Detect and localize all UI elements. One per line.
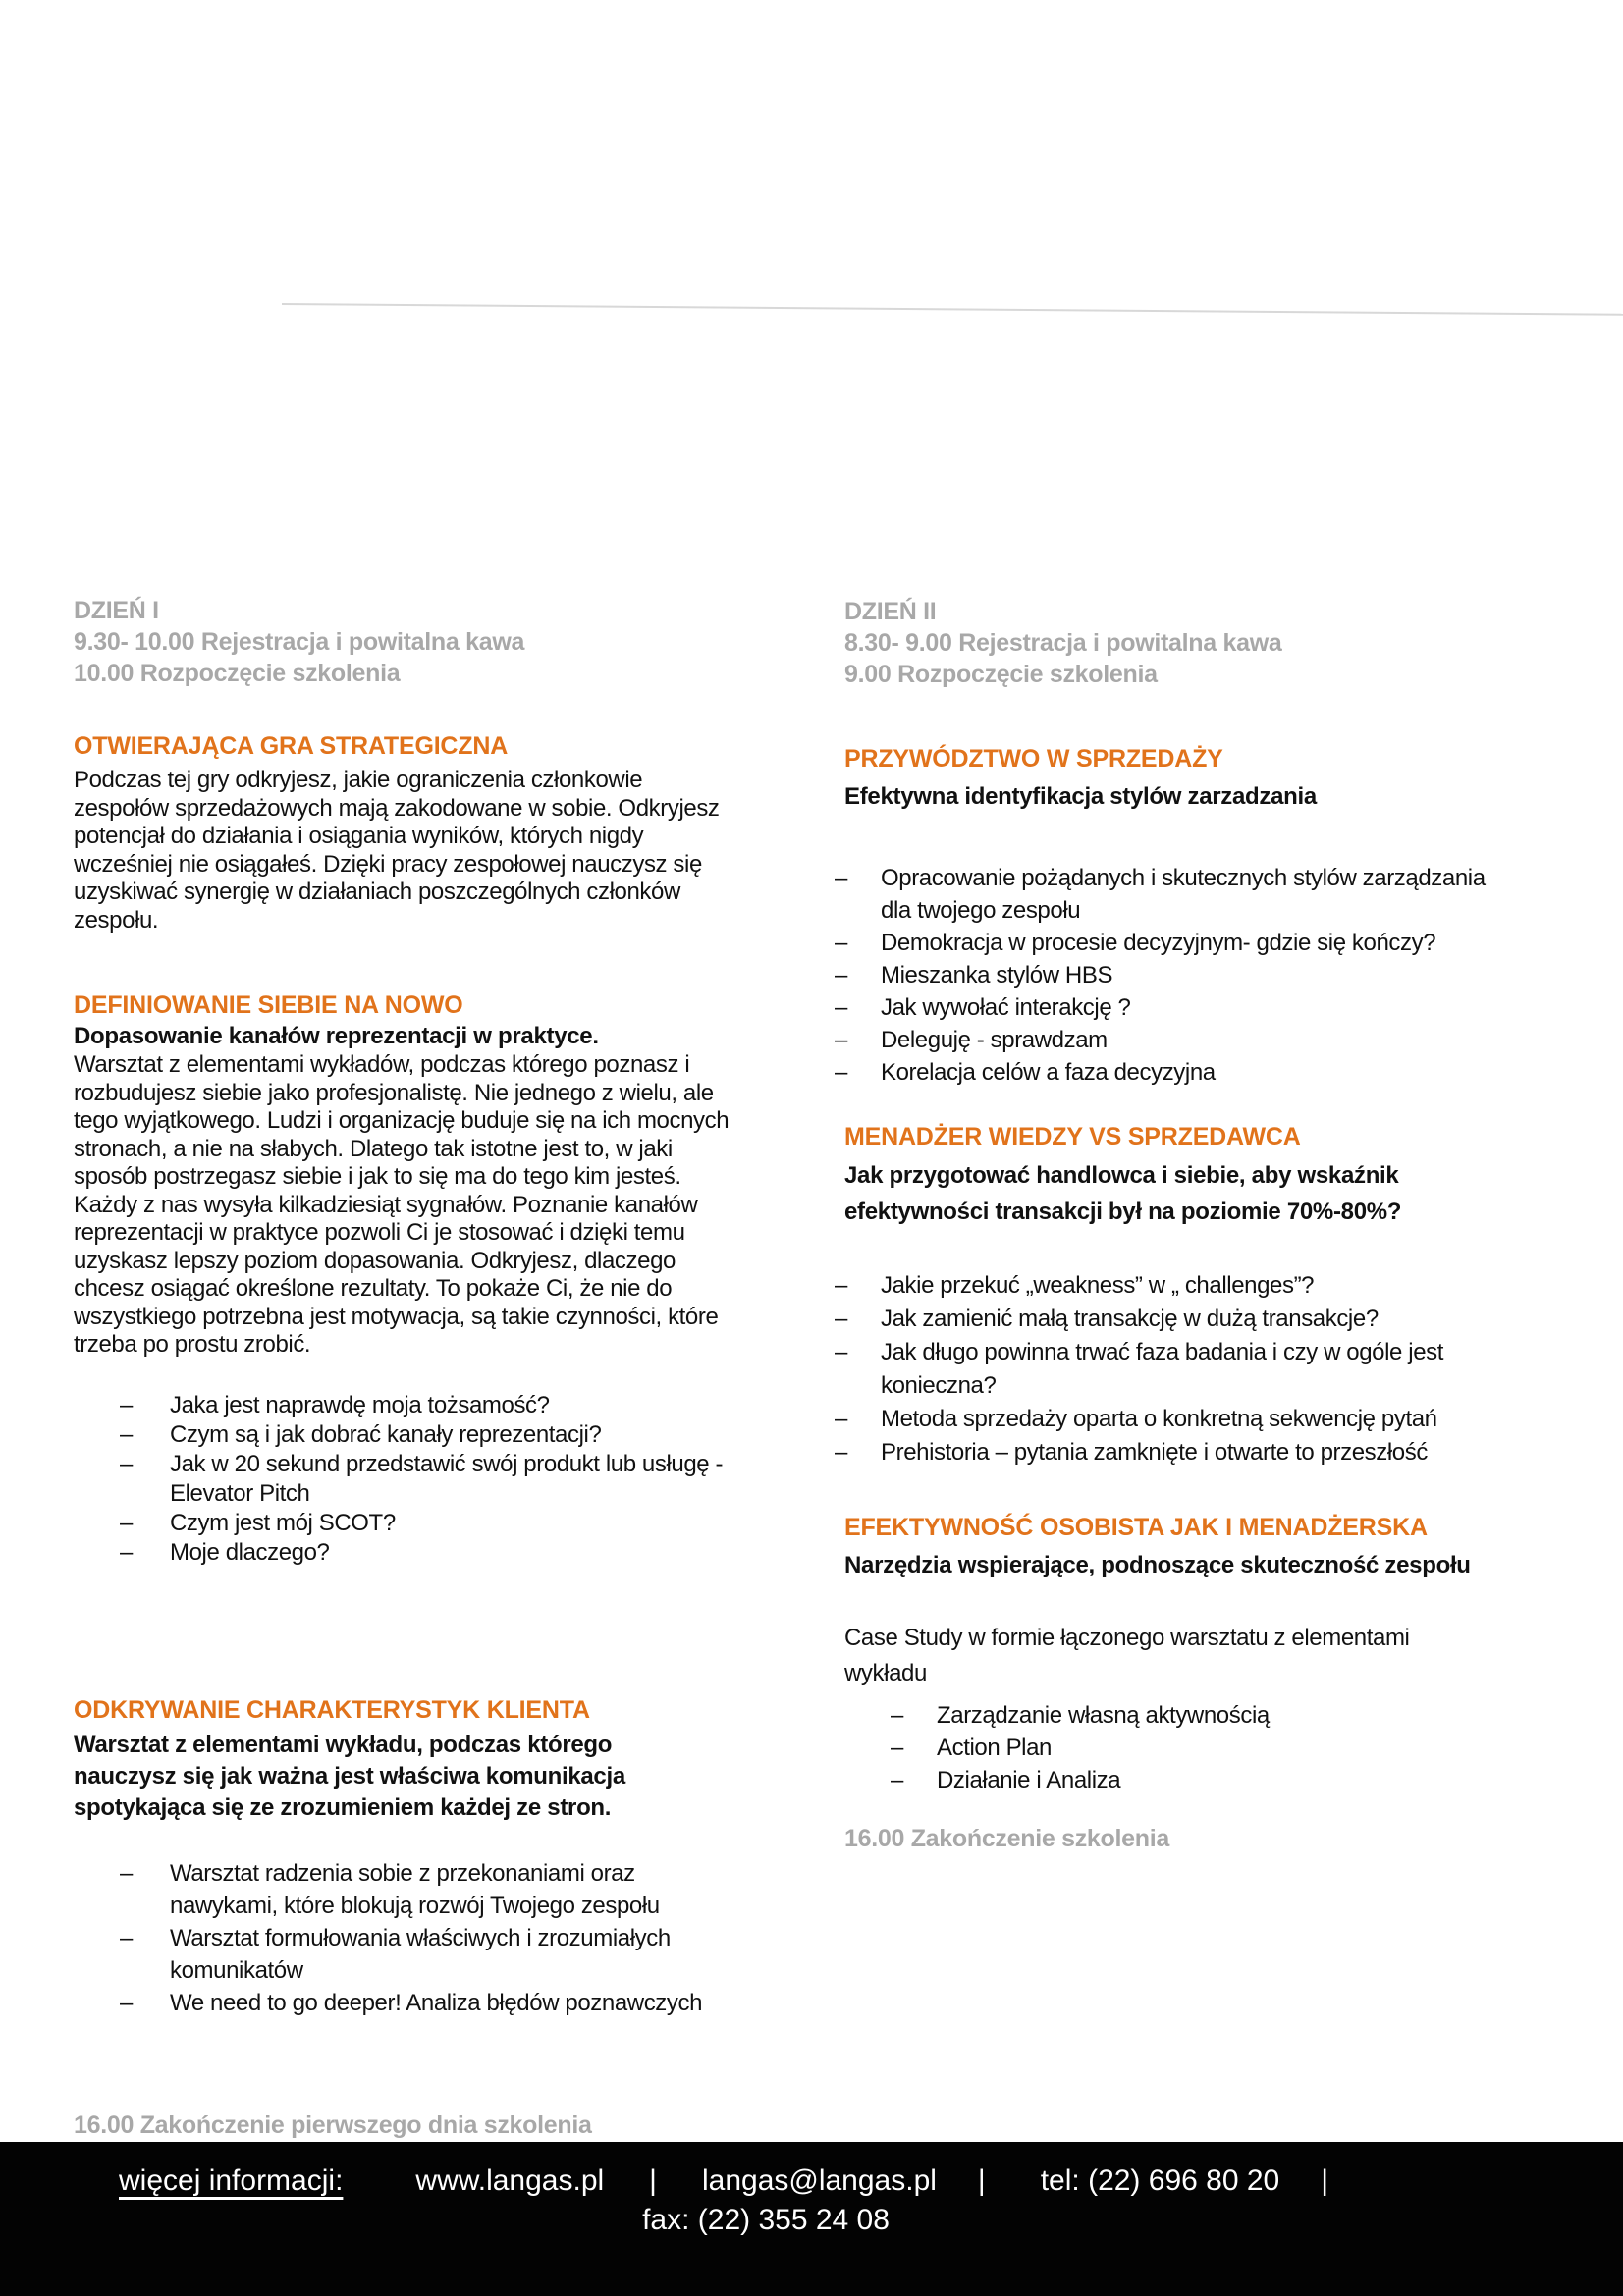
- list-item: [74, 1420, 810, 1450]
- dash-marker: –: [120, 1538, 134, 1566]
- section-defining-yourself: [74, 990, 810, 1568]
- list-item: [74, 1857, 810, 1922]
- list-item: [74, 1987, 810, 2019]
- section-subtitle: Narzędzia wspierające, podnoszące skuteczność zespołu: [844, 1552, 1471, 1578]
- list-item-text: Demokracja w procesie decyzyjnym- gdzie się kończy?: [881, 930, 1436, 956]
- list-item: [835, 927, 1586, 959]
- dash-marker: –: [120, 1391, 134, 1418]
- fax-number: fax: (22) 355 24 08: [642, 2204, 890, 2236]
- section-subtitle: Efektywna identyfikacja stylów zarzadzania: [844, 783, 1317, 810]
- day1-schedule: [74, 595, 810, 689]
- list-item-text: Action Plan: [937, 1735, 1053, 1761]
- list-item: [835, 991, 1586, 1024]
- footer-separator: |: [1321, 2164, 1329, 2197]
- list-item-text: Zarządzanie własną aktywnością: [937, 1702, 1270, 1729]
- day1-closing-time: 16.00 Zakończenie pierwszego dnia szkolenia: [74, 2111, 592, 2139]
- list-item: [835, 1303, 1586, 1336]
- section-opening-game: [74, 731, 810, 934]
- list-item-text: Metoda sprzedaży oparta o konkretną sekwencję pytań: [881, 1406, 1437, 1432]
- bullet-list: [835, 862, 1586, 1089]
- list-item-text: Czym jest mój SCOT?: [170, 1509, 396, 1536]
- section-body: Case Study w formie łączonego warsztatu z elementami wykładu: [844, 1625, 1410, 1686]
- more-info-link[interactable]: więcej informacji:: [119, 2164, 344, 2197]
- list-item-text: Deleguję - sprawdzam: [881, 1027, 1108, 1053]
- list-item-text: Jaka jest naprawdę moja tożsamość?: [170, 1391, 550, 1418]
- list-item: [835, 1056, 1586, 1089]
- list-item-text: Jak długo powinna trwać faza badania i czy w ogóle jest konieczna?: [881, 1339, 1444, 1399]
- list-item-text: Jakie przekuć „weakness” w „ challenges”?: [881, 1272, 1315, 1299]
- day2-closing-time: 16.00 Zakończenie szkolenia: [844, 1825, 1169, 1852]
- footer-separator: |: [649, 2164, 657, 2197]
- day1-title: DZIEŃ I: [74, 597, 159, 624]
- list-item: [74, 1509, 810, 1538]
- bullet-list: [74, 1391, 810, 1568]
- list-item-text: Prehistoria – pytania zamknięte i otwarte to przeszłość: [881, 1439, 1428, 1466]
- section-knowledge-manager: [835, 1122, 1586, 1469]
- day2-schedule-line: 9.00 Rozpoczęcie szkolenia: [844, 661, 1158, 688]
- section-title: MENADŻER WIEDZY VS SPRZEDAWCA: [844, 1123, 1301, 1150]
- dash-marker: –: [835, 1059, 848, 1086]
- list-item: [74, 1922, 810, 1987]
- dash-marker: –: [120, 1509, 134, 1536]
- bullet-list: [835, 1269, 1586, 1469]
- list-item: [835, 1764, 1586, 1796]
- list-item-text: Opracowanie pożądanych i skutecznych stylów zarządzania dla twojego zespołu: [881, 865, 1486, 924]
- section-title: EFEKTYWNOŚĆ OSOBISTA JAK I MENADŻERSKA: [844, 1514, 1428, 1541]
- decorative-divider-line: [282, 303, 1623, 316]
- list-item-text: Jak wywołać interakcję ?: [881, 994, 1131, 1021]
- section-sales-leadership: [835, 744, 1586, 1089]
- list-item: [74, 1391, 810, 1420]
- list-item-text: Czym są i jak dobrać kanały reprezentacji?: [170, 1420, 602, 1448]
- list-item-text: Jak zamienić małą transakcję w dużą transakcje?: [881, 1306, 1379, 1332]
- section-title: ODKRYWANIE CHARAKTERYSTYK KLIENTA: [74, 1695, 590, 1724]
- section-personal-effectiveness: [835, 1513, 1586, 1853]
- section-discovering-client: [74, 1695, 810, 2019]
- list-item: [835, 862, 1586, 927]
- list-item: [835, 959, 1586, 991]
- list-item-text: Działanie i Analiza: [937, 1767, 1121, 1793]
- dash-marker: –: [891, 1702, 904, 1729]
- list-item: [835, 1403, 1586, 1436]
- phone-number: tel: (22) 696 80 20: [1040, 2164, 1280, 2197]
- list-item: [835, 1436, 1586, 1469]
- list-item: [835, 1699, 1586, 1732]
- day2-title: DZIEŃ II: [844, 598, 937, 625]
- day2-column: [835, 596, 1586, 1853]
- dash-marker: –: [835, 1406, 848, 1432]
- list-item-text: Jak w 20 sekund przedstawić swój produkt lub usługę - Elevator Pitch: [170, 1450, 724, 1507]
- footer-separator: |: [977, 2164, 986, 2197]
- list-item: [835, 1024, 1586, 1056]
- dash-marker: –: [835, 962, 848, 988]
- section-subtitle: Warsztat z elementami wykładu, podczas którego nauczysz się jak ważna jest właściwa komunikacja spotykająca się ze zrozumieniem każdej ze stron.: [74, 1731, 625, 1821]
- day1-column: [74, 595, 810, 2019]
- list-item-text: Mieszanka stylów HBS: [881, 962, 1113, 988]
- day1-schedule-line: 9.30- 10.00 Rejestracja i powitalna kawa: [74, 628, 525, 656]
- contact-footer: [0, 2142, 1623, 2296]
- section-title: DEFINIOWANIE SIEBIE NA NOWO: [74, 991, 463, 1019]
- section-title: OTWIERAJĄCA GRA STRATEGICZNA: [74, 732, 509, 760]
- dash-marker: –: [835, 1272, 848, 1299]
- bullet-list: [74, 1857, 810, 2019]
- dash-marker: –: [835, 994, 848, 1021]
- list-item-text: Warsztat formułowania właściwych i zrozumiałych komunikatów: [170, 1924, 671, 1984]
- email-link[interactable]: langas@langas.pl: [701, 2164, 937, 2197]
- list-item: [74, 1538, 810, 1568]
- dash-marker: –: [835, 930, 848, 956]
- section-title: PRZYWÓDZTWO W SPRZEDAŻY: [844, 745, 1223, 773]
- list-item-text: Warsztat radzenia sobie z przekonaniami oraz nawykami, które blokują rozwój Twojego zespołu: [170, 1859, 660, 1919]
- list-item: [835, 1732, 1586, 1764]
- list-item-text: Moje dlaczego?: [170, 1538, 330, 1566]
- footer-contact-row: [0, 2142, 1623, 2201]
- list-item-text: We need to go deeper! Analiza błędów poznawczych: [170, 1989, 703, 2016]
- dash-marker: –: [120, 1859, 134, 1887]
- dash-marker: –: [835, 1306, 848, 1332]
- dash-marker: –: [120, 1420, 134, 1448]
- list-item: [835, 1269, 1586, 1303]
- list-item: [74, 1450, 810, 1509]
- section-subtitle: Dopasowanie kanałów reprezentacji w praktyce.: [74, 1023, 599, 1049]
- list-item-text: Korelacja celów a faza decyzyjna: [881, 1059, 1216, 1086]
- section-body: Warsztat z elementami wykładów, podczas którego poznasz i rozbudujesz siebie jako profesjonalistę. Nie jednego z wielu, ale tego wyjątkowego. Ludzi i organizację buduje się na ich mocnych stronach, a nie na słabych. Dlatego tak istotne jest to, w jaki sposób postrzegasz siebie i jak to się ma do tego kim jesteś. Każdy z nas wysyła kilkadziesiąt sygnałów. Poznanie kanałów reprezentacji w praktyce pozwoli Ci je stosować i dzięki temu uzyskasz lepszy poziom dopasowania. Odkryjesz, dlaczego chcesz osiągać określone rezultaty. To pokaże Ci, że nie do wszystkiego potrzebna jest motywacja, są takie czynności, które trzeba po prostu zrobić.: [74, 1051, 730, 1358]
- dash-marker: –: [891, 1767, 904, 1793]
- dash-marker: –: [120, 1450, 134, 1477]
- day2-schedule: [835, 596, 1586, 690]
- section-subtitle: Jak przygotować handlowca i siebie, aby wskaźnik efektywności transakcji był na poziomie 70%-80%?: [844, 1162, 1402, 1225]
- dash-marker: –: [120, 1924, 134, 1951]
- website-link[interactable]: www.langas.pl: [415, 2164, 605, 2197]
- day2-schedule-line: 8.30- 9.00 Rejestracja i powitalna kawa: [844, 629, 1282, 657]
- sub-bullet-list: [835, 1699, 1586, 1796]
- list-item: [835, 1336, 1586, 1403]
- dash-marker: –: [891, 1735, 904, 1761]
- dash-marker: –: [835, 865, 848, 891]
- day1-schedule-line: 10.00 Rozpoczęcie szkolenia: [74, 660, 401, 687]
- section-body: Podczas tej gry odkryjesz, jakie ograniczenia członkowie zespołów sprzedażowych mają zakodowane w sobie. Odkryjesz potencjał do działania i osiągania wyników, których nigdy wcześniej nie osiągałeś. Dzięki pracy zespołowej nauczysz się uzyskiwać synergię w działaniach poszczególnych członków zespołu.: [74, 767, 720, 934]
- dash-marker: –: [835, 1339, 848, 1365]
- dash-marker: –: [835, 1027, 848, 1053]
- dash-marker: –: [835, 1439, 848, 1466]
- dash-marker: –: [120, 1989, 134, 2016]
